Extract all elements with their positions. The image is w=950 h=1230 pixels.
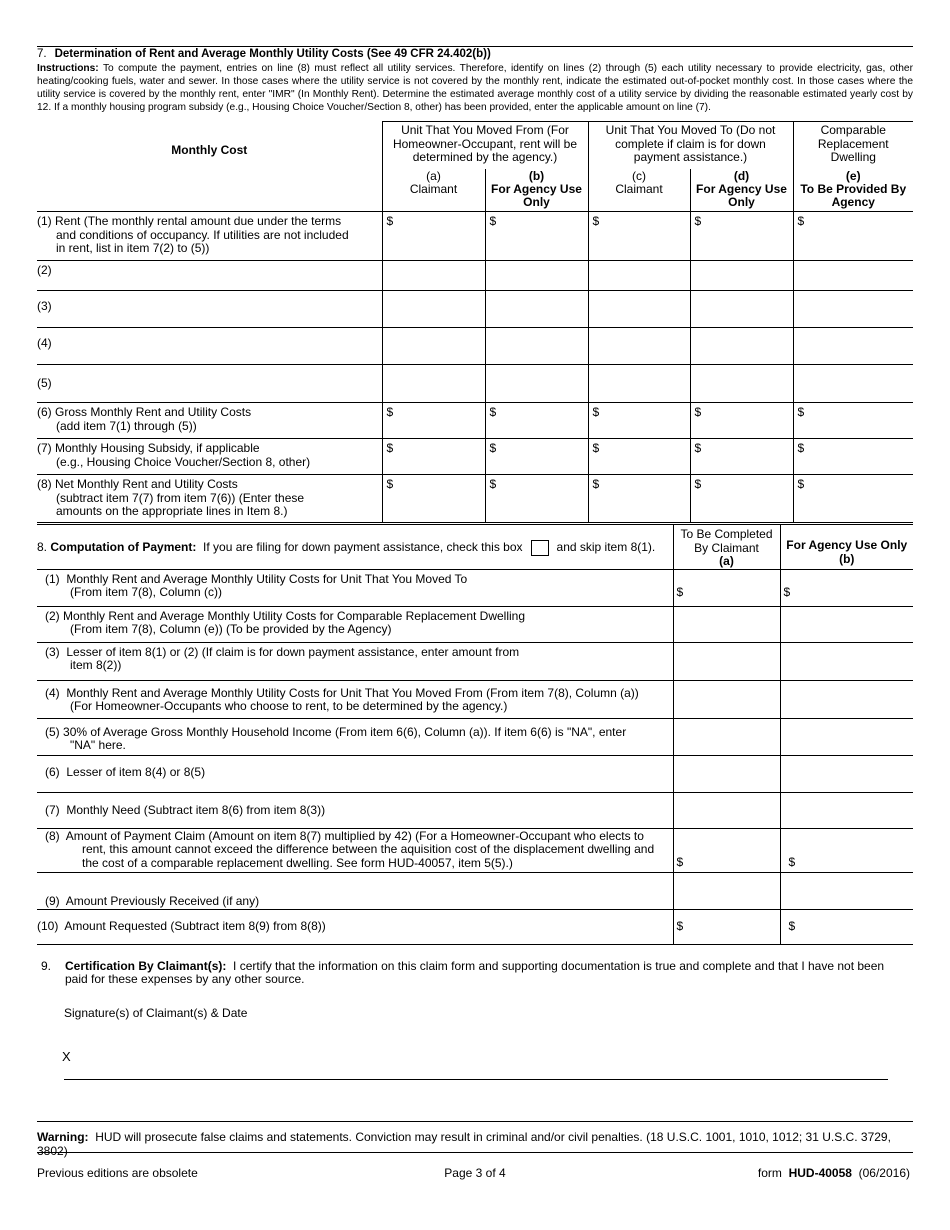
input-cell[interactable]: $ (793, 439, 913, 475)
row-label: (10) Amount Requested (Subtract item 8(9) from 8(8)) (37, 909, 673, 944)
row-label: (3) (37, 291, 382, 328)
row-label: (1) Monthly Rent and Average Monthly Utility Costs for Unit That You Moved To (From item 7(8), Column (c)) (37, 569, 673, 606)
input-cell[interactable]: $ (588, 212, 690, 261)
group-header-moved-from: Unit That You Moved From (For Homeowner-Occupant, rent will be determined by the agency.) (382, 122, 588, 169)
input-cell[interactable]: $ (382, 403, 485, 439)
table-row (37, 569, 913, 606)
row-label: (7) Monthly Housing Subsidy, if applicable (e.g., Housing Choice Voucher/Section 8, other) (37, 439, 382, 475)
col-b-header: For Agency Use Only (b) (780, 525, 913, 570)
table-row (37, 403, 913, 439)
input-cell[interactable]: $ (485, 475, 588, 523)
warning-text: Warning: HUD will prosecute false claims and statements. Conviction may result in criminal and/or civil penalties. (18 U.S.C. 1001, 1010, 1012; 31 U.S.C. 3729, 3802) (37, 1130, 891, 1158)
input-cell[interactable]: $ (793, 475, 913, 523)
col-c-header: (c) Claimant (588, 169, 690, 212)
input-cell[interactable] (780, 718, 913, 755)
input-cell[interactable] (673, 680, 780, 718)
col-e-header: (e) To Be Provided By Agency (793, 169, 913, 212)
section7-table (37, 121, 913, 523)
table-row (37, 261, 913, 291)
row-label: (7) Monthly Need (Subtract item 8(6) from item 8(3)) (37, 792, 673, 828)
input-cell[interactable] (673, 606, 780, 642)
row-label: (6) Gross Monthly Rent and Utility Costs (add item 7(1) through (5)) (37, 403, 382, 439)
input-cell[interactable] (485, 291, 588, 328)
input-cell[interactable] (780, 680, 913, 718)
row-label: (8) Net Monthly Rent and Utility Costs (subtract item 7(7) from item 7(6)) (Enter these amounts on the appropriate lines in Item 8.) (37, 475, 382, 523)
certification: 9. Certification By Claimant(s): I certify that the information on this claim form and supporting documentation is true and complete and that I have not been paid for these expenses by any other source. (41, 959, 885, 986)
input-cell[interactable]: $ (485, 439, 588, 475)
input-cell[interactable] (690, 328, 793, 365)
row-label: (4) Monthly Rent and Average Monthly Utility Costs for Unit That You Moved From (From item 7(8), Column (a)) (For Homeowner-Occupants who choose to rent, to be determined by the agency.) (37, 680, 673, 718)
table-row (37, 328, 913, 365)
input-cell[interactable] (793, 365, 913, 403)
section8-table (37, 524, 913, 945)
row-label: (1) Rent (The monthly rental amount due under the terms and conditions of occupancy. If utilities are not included in rent, list in item 7(2) to (5)) (37, 212, 382, 261)
input-cell[interactable]: $ (588, 475, 690, 523)
group-header-moved-to: Unit That You Moved To (Do not complete if claim is for down payment assistance.) (588, 122, 793, 169)
input-cell[interactable] (382, 261, 485, 291)
row-label: (9) Amount Previously Received (if any) (37, 872, 673, 909)
input-cell[interactable]: $ (382, 439, 485, 475)
input-cell[interactable] (382, 328, 485, 365)
input-cell[interactable]: $ (382, 212, 485, 261)
input-cell[interactable]: $ (485, 403, 588, 439)
input-cell[interactable]: $ (485, 212, 588, 261)
section8-title: 8. Computation of Payment: If you are filing for down payment assistance, check this box and skip item 8(1). (37, 525, 673, 570)
section7-instructions: Instructions: To compute the payment, entries on line (8) must reflect all utility services. Therefore, identify on lines (2) through (5) each utility necessary to provide electricity, gas, other heating/cooking fuels, water and sewer. In those cases where the utility service is not covered by the monthly rent, indicate the estimated out-of-pocket monthly cost. In those cases where the utility service is covered by the monthly rent, enter "IMR" (In Monthly Rent). Determine the estimated average monthly cost of a utility service by dividing the reasonable estimated yearly cost by 12. If a monthly housing program subsidy (e.g., Housing Choice Voucher/Section 8, other) has been provided, enter the applicable amount on line (7). (37, 63, 913, 113)
input-cell[interactable]: $ (673, 909, 780, 944)
input-cell[interactable]: $ (690, 403, 793, 439)
input-cell[interactable] (588, 291, 690, 328)
row-label: (8) Amount of Payment Claim (Amount on item 8(7) multiplied by 42) (For a Homeowner-Occupant who elects to rent, this amount cannot exceed the difference between the aquisition cost of the displacement dwelling and the cost of a comparable replacement dwelling. See form HUD-40057, item 5(5).) (37, 828, 673, 872)
table-row (37, 291, 913, 328)
input-cell[interactable] (673, 792, 780, 828)
row-label: (5) (37, 365, 382, 403)
signature-mark: X (62, 1049, 71, 1064)
input-cell[interactable] (690, 291, 793, 328)
top-rule (37, 46, 913, 47)
signature-label: Signature(s) of Claimant(s) & Date (64, 1006, 248, 1020)
table-row (37, 439, 913, 475)
input-cell[interactable]: $ (780, 569, 913, 606)
input-cell[interactable] (690, 261, 793, 291)
row-label: (2) (37, 261, 382, 291)
footer-obsolete-note: Previous editions are obsolete (37, 1166, 198, 1180)
input-cell[interactable] (793, 328, 913, 365)
warning-bottom-rule (37, 1152, 913, 1153)
input-cell[interactable] (485, 261, 588, 291)
input-cell[interactable] (588, 261, 690, 291)
table-row (37, 642, 913, 680)
table-row (37, 475, 913, 523)
row-label: (3) Lesser of item 8(1) or (2) (If claim is for down payment assistance, enter amount from item 8(2)) (37, 642, 673, 680)
table-row (37, 872, 913, 909)
input-cell[interactable]: $ (690, 212, 793, 261)
input-cell[interactable]: $ (793, 403, 913, 439)
input-cell[interactable] (588, 328, 690, 365)
row-label: (4) (37, 328, 382, 365)
input-cell[interactable]: $ (588, 403, 690, 439)
table-row (37, 909, 913, 944)
row-label: (5) 30% of Average Gross Monthly Household Income (From item 6(6), Column (a)). If item 6(6) is "NA", enter "NA" here. (37, 718, 673, 755)
input-cell[interactable]: $ (690, 475, 793, 523)
down-payment-checkbox[interactable] (531, 540, 549, 556)
input-cell[interactable] (780, 755, 913, 792)
input-cell[interactable] (780, 872, 913, 909)
input-cell[interactable] (690, 365, 793, 403)
input-cell[interactable] (673, 755, 780, 792)
input-cell[interactable]: $ (690, 439, 793, 475)
input-cell[interactable] (382, 291, 485, 328)
section8-header (37, 525, 913, 570)
table-row (37, 755, 913, 792)
input-cell[interactable]: $ (780, 909, 913, 944)
input-cell[interactable] (485, 365, 588, 403)
input-cell[interactable]: $ (673, 828, 780, 872)
group-header-comparable: Comparable Replacement Dwelling (793, 122, 913, 169)
input-cell[interactable]: $ (793, 212, 913, 261)
input-cell[interactable]: $ (780, 828, 913, 872)
input-cell[interactable] (485, 328, 588, 365)
input-cell[interactable] (793, 291, 913, 328)
form-number: form HUD-40058 (06/2016) (757, 1166, 910, 1180)
input-cell[interactable] (673, 872, 780, 909)
signature-line[interactable] (64, 1079, 888, 1080)
table-row (37, 212, 913, 261)
input-cell[interactable] (793, 261, 913, 291)
col-b-header: (b) For Agency Use Only (485, 169, 588, 212)
section7-title: 7. Determination of Rent and Average Monthly Utility Costs (See 49 CFR 24.402(b)) (37, 48, 491, 60)
col-d-header: (d) For Agency Use Only (690, 169, 793, 212)
input-cell[interactable] (382, 365, 485, 403)
input-cell[interactable]: $ (382, 475, 485, 523)
input-cell[interactable] (588, 365, 690, 403)
page-number: Page 3 of 4 (444, 1166, 506, 1180)
input-cell[interactable]: $ (588, 439, 690, 475)
warning-top-rule (37, 1121, 913, 1122)
input-cell[interactable] (673, 642, 780, 680)
row-label: (2) Monthly Rent and Average Monthly Utility Costs for Comparable Replacement Dwelling (From item 7(8), Column (e)) (To be provided by the Agency) (37, 606, 673, 642)
input-cell[interactable] (780, 606, 913, 642)
table-row (37, 718, 913, 755)
input-cell[interactable] (780, 792, 913, 828)
input-cell[interactable] (673, 718, 780, 755)
table-row (37, 606, 913, 642)
row-label: (6) Lesser of item 8(4) or 8(5) (37, 755, 673, 792)
input-cell[interactable] (780, 642, 913, 680)
col-a-header: To Be Completed By Claimant (a) (673, 525, 780, 570)
table-row (37, 828, 913, 872)
table-row (37, 680, 913, 718)
monthly-cost-header: Monthly Cost (37, 122, 382, 212)
col-a-header: (a) Claimant (382, 169, 485, 212)
table-row (37, 365, 913, 403)
input-cell[interactable]: $ (673, 569, 780, 606)
table-row (37, 792, 913, 828)
